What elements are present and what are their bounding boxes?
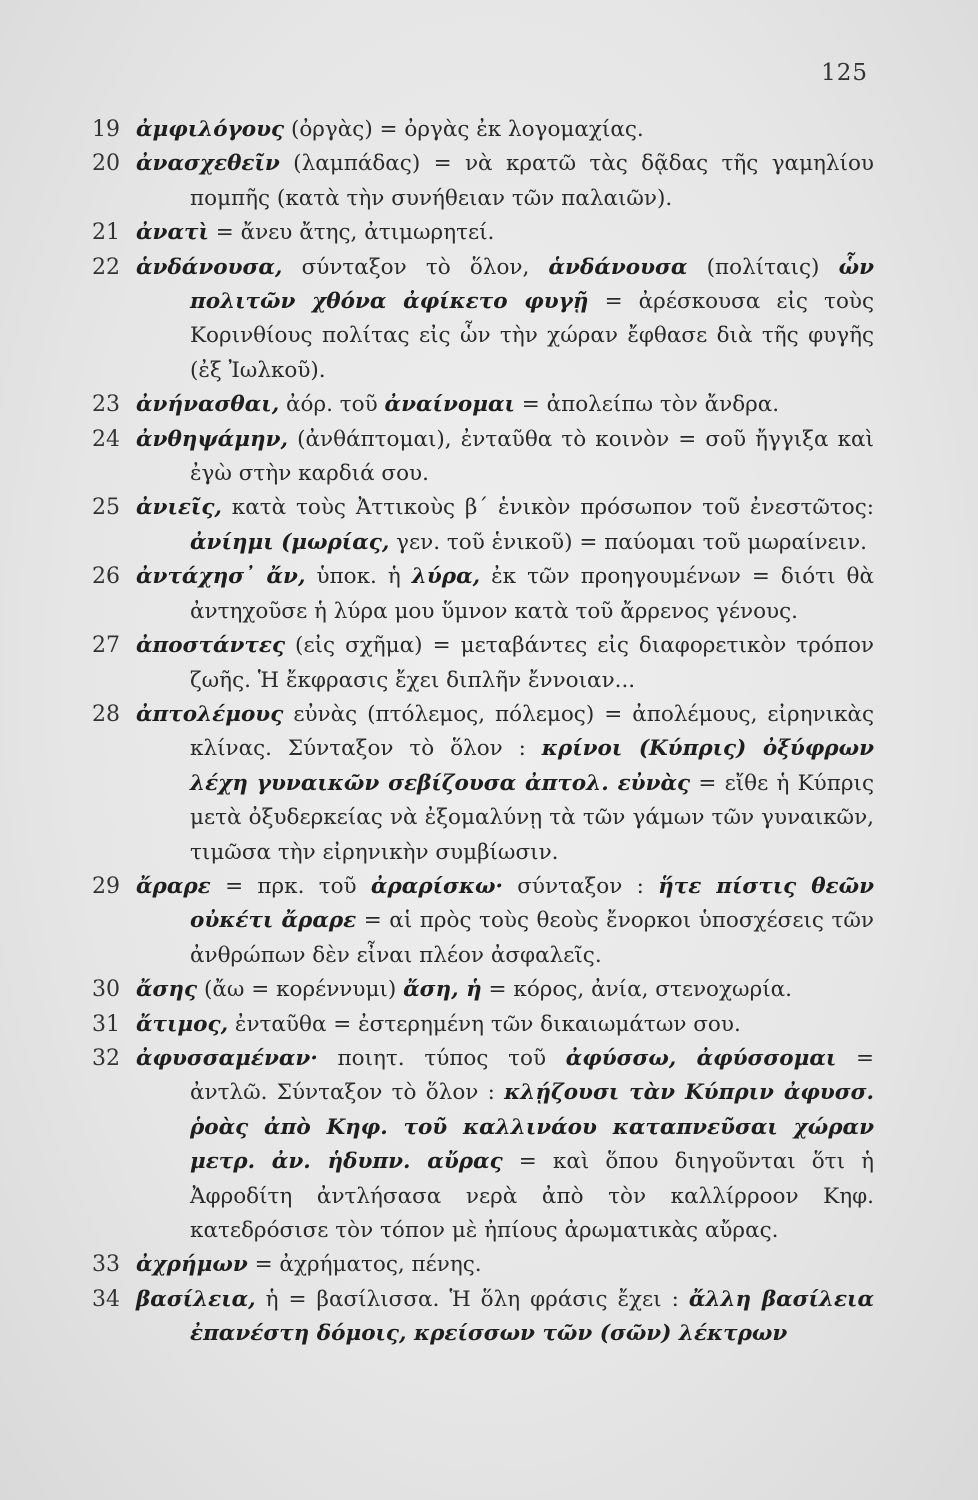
headword: ἀχρήμων	[136, 1252, 248, 1278]
headword: ἄσης	[136, 977, 198, 1003]
headword: ἀνίημι (μωρίας,	[190, 529, 390, 555]
gloss-text: = ἀπολείπω τὸν ἄνδρα.	[514, 392, 780, 418]
gloss-text: = ἀρέσκουσα εἰς τοὺς Κορινθίους πολίτας εἰς ὧν τὴν χώραν ἔφθασε διὰ τῆς φυγῆς (ἐξ Ἰωλκοῦ).	[190, 289, 874, 383]
headword: ἀραρίσκω·	[370, 873, 503, 899]
headword: βασίλεια,	[136, 1286, 256, 1312]
note-text	[136, 1008, 874, 1042]
note-number: 29	[92, 873, 120, 899]
headword: ἀμφιλόγους	[136, 117, 285, 142]
note-text	[136, 113, 874, 147]
headword: ὧν πολιτῶν χθόνα ἀφίκετο φυγῇ	[190, 254, 874, 315]
note-number: 19	[92, 117, 120, 142]
note-entry	[92, 251, 874, 389]
gloss-text: (ἀνθάπτομαι), ἐνταῦθα τὸ κοινὸν = σοῦ ἤγγιξα καὶ ἐγὼ στὴν καρδιά σου.	[190, 426, 874, 487]
note-entry	[92, 1283, 874, 1352]
note-text	[136, 973, 874, 1007]
gloss-text: = κόρος, ἀνία, στενοχωρία.	[481, 977, 792, 1003]
note-entry	[92, 147, 874, 216]
note-number: 22	[92, 254, 120, 280]
note-number: 27	[92, 633, 120, 659]
headword: ἀνασχεθεῖν	[136, 151, 280, 177]
headword: ἀνήνασθαι,	[136, 392, 280, 418]
headword: ἀφυσσαμέναν·	[136, 1045, 318, 1071]
gloss-text: ἐνταῦθα = ἐστερημένη τῶν δικαιωμάτων σου.	[228, 1011, 741, 1037]
note-entry	[92, 423, 874, 492]
note-text	[136, 698, 874, 870]
headword: ἀνατὶ	[136, 220, 209, 246]
headword: ἁνδάνουσα,	[136, 254, 283, 280]
headword: λύρα,	[411, 564, 481, 590]
gloss-text: ὑποκ. ἡ	[305, 564, 412, 590]
note-number: 31	[92, 1011, 120, 1037]
headword: ἀποστάντες	[136, 633, 286, 659]
headword: ἄραρε	[136, 873, 211, 899]
note-text	[136, 491, 874, 560]
note-number: 28	[92, 701, 120, 727]
note-entry	[92, 973, 874, 1007]
note-number: 32	[92, 1045, 120, 1071]
headword: ἀπτολέμους	[136, 701, 284, 727]
gloss-text: (ὀργὰς) = ὀργὰς ἐκ λογομαχίας.	[284, 117, 644, 142]
gloss-text: (εἰς σχῆμα) = μεταβάντες εἰς διαφορετικὸν τρόπον ζωῆς. Ἡ ἔκφρασις ἔχει διπλῆν ἔννοιαν...	[190, 633, 874, 693]
note-text	[136, 423, 874, 492]
gloss-text: (λαμπάδας) = νὰ κρατῶ τὰς δᾷδας τῆς γαμηλίου πομπῆς (κατὰ τὴν συνήθειαν τῶν παλαιῶν).	[190, 151, 874, 211]
headword: ἄτιμος,	[136, 1011, 229, 1037]
note-entry	[92, 698, 874, 870]
gloss-text: = ἀντλῶ. Σύνταξον τὸ ὅλον :	[190, 1045, 874, 1106]
note-number: 23	[92, 392, 120, 418]
note-number: 33	[92, 1252, 120, 1278]
gloss-text: ἀόρ. τοῦ	[279, 392, 385, 418]
headword: ἀναίνομαι	[384, 392, 515, 418]
note-text	[136, 870, 874, 973]
headword: κρίνοι (Κύπρις) ὀξύφρων λέχη γυναικῶν σεβίζουσα ἀπτολ. εὐνὰς	[190, 736, 874, 796]
gloss-text: = πρκ. τοῦ	[210, 873, 371, 899]
gloss-text: ἐκ τῶν προηγουμένων = διότι θὰ ἀντηχοῦσε ἡ λύρα μου ὕμνον κατὰ τοῦ ἄρρενος γένους.	[190, 564, 875, 624]
note-entry	[92, 1248, 874, 1282]
note-text	[136, 1283, 874, 1352]
note-text	[136, 560, 874, 629]
note-number: 21	[92, 220, 120, 246]
gloss-text: (πολίταις)	[687, 254, 839, 280]
gloss-text: (ἄω = κορέννυμι)	[197, 977, 404, 1003]
note-text	[136, 216, 874, 250]
note-entry	[92, 1042, 874, 1248]
glossary-notes	[92, 113, 874, 1352]
note-entry	[92, 113, 874, 147]
note-text	[136, 388, 874, 422]
headword: ἥτε πίστις θεῶν οὐκέτι ἄραρε	[190, 873, 874, 934]
note-number: 20	[92, 151, 120, 177]
page-number: 125	[821, 60, 868, 86]
note-number: 24	[92, 426, 120, 452]
gloss-text: εὐνὰς (πτόλεμος, πόλεμος) = ἀπολέμους, εἰρηνικὰς κλίνας. Σύνταξον τὸ ὅλον :	[190, 701, 874, 762]
note-entry	[92, 560, 874, 629]
gloss-text: σύνταξον τὸ ὅλον,	[282, 254, 549, 280]
gloss-text: = καὶ ὅπου διηγοῦνται ὅτι ἡ Ἀφροδίτη ἀντλήσασα νερὰ ἀπὸ τὸν καλλίρροον Κηφ. κατεδρόσισε τὸν τόπον μὲ ἠπίους ἀρωματικὰς αὔρας.	[190, 1149, 874, 1243]
note-number: 25	[92, 495, 120, 521]
headword: ἄλλη βασίλεια ἐπανέστη δόμοις, κρείσσων τῶν (σῶν) λέκτρων	[190, 1286, 875, 1347]
gloss-text: σύνταξον :	[502, 873, 659, 899]
note-text	[136, 147, 874, 216]
note-text	[136, 1042, 874, 1248]
gloss-text: = εἴθε ἡ Κύπρις μετὰ ὀξυδερκείας νὰ ἐξομαλύνῃ τὰ τῶν γάμων τῶν γυναικῶν, τιμῶσα τὴν εἰρηνικὴν συμβίωσιν.	[190, 770, 874, 865]
headword: ἀφύσσω, ἀφύσσομαι	[565, 1045, 837, 1071]
headword: κλῄζουσι τὰν Κύπριν ἀφυσσ. ῥοὰς ἀπὸ Κηφ. τοῦ καλλινάου καταπνεῦσαι χώραν μετρ. ἀν. ἡδυπν. αὔρας	[190, 1080, 874, 1175]
note-number: 34	[92, 1286, 120, 1312]
headword: ἀνθηψάμην,	[136, 426, 288, 452]
note-text	[136, 629, 874, 698]
gloss-text: ἡ = βασίλισσα. Ἡ ὅλη φράσις ἔχει :	[255, 1286, 689, 1312]
note-number: 30	[92, 977, 120, 1003]
note-entry	[92, 629, 874, 698]
headword: ἄση, ἡ	[403, 977, 482, 1003]
gloss-text: = ἄνευ ἄτης, ἀτιμωρητεί.	[208, 220, 495, 246]
headword: ἀνιεῖς,	[136, 495, 222, 521]
note-text	[136, 1248, 874, 1282]
note-entry	[92, 216, 874, 250]
headword: ἁνδάνουσα	[548, 254, 688, 280]
note-entry	[92, 388, 874, 422]
gloss-text: = αἱ πρὸς τοὺς θεοὺς ἔνορκοι ὑποσχέσεις τῶν ἀνθρώπων δὲν εἶναι πλέον ἀσφαλεῖς.	[190, 908, 874, 968]
gloss-text: γεν. τοῦ ἑνικοῦ) = παύομαι τοῦ μωραίνειν.	[389, 529, 867, 555]
note-entry	[92, 1008, 874, 1042]
gloss-text: ποιητ. τύπος τοῦ	[317, 1045, 566, 1071]
headword: ἀντάχησ᾽ ἄν,	[136, 564, 306, 590]
gloss-text: κατὰ τοὺς Ἀττικοὺς β΄ ἑνικὸν πρόσωπον τοῦ ἐνεστῶτος:	[221, 495, 874, 521]
note-number: 26	[92, 564, 120, 590]
note-entry	[92, 870, 874, 973]
note-text	[136, 251, 874, 389]
note-entry	[92, 491, 874, 560]
gloss-text: = ἀχρήματος, πένης.	[247, 1252, 482, 1278]
